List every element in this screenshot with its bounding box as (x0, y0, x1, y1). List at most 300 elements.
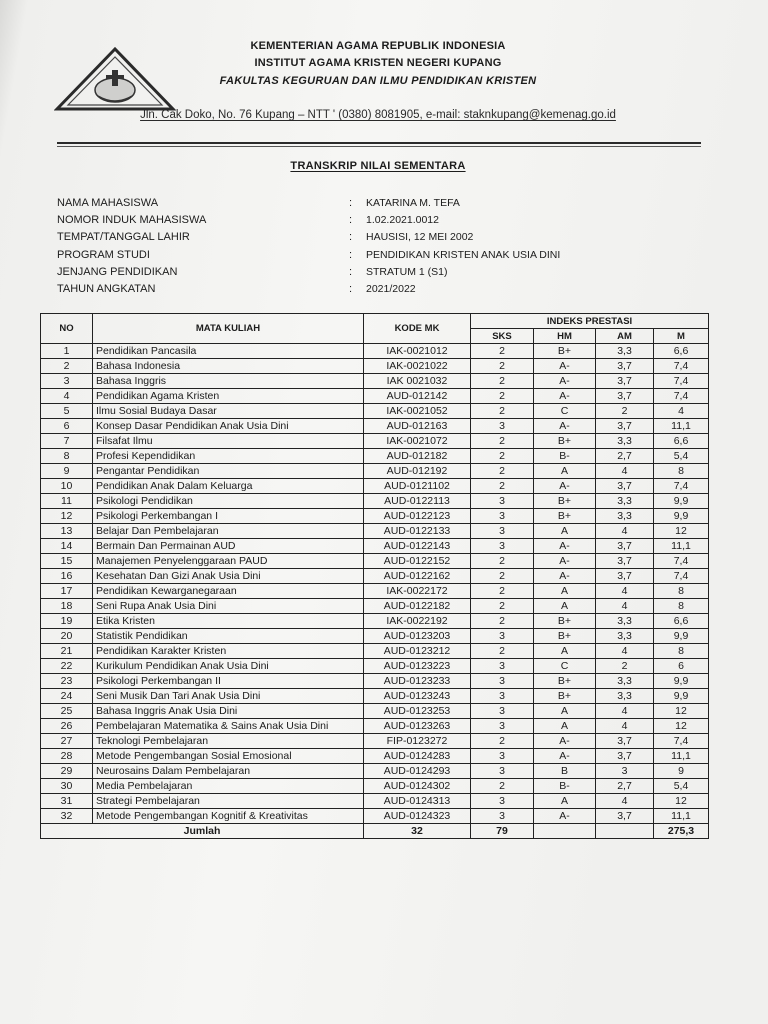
cell-am: 3,3 (596, 494, 654, 509)
cell-code: AUD-012182 (364, 449, 471, 464)
info-label: NAMA MAHASISWA (57, 197, 159, 209)
institution-address: Jln. Cak Doko, No. 76 Kupang – NTT ' (0380) 8081905, e-mail: staknkupang@kemenag.go.id (140, 109, 616, 121)
cell-am: 3,3 (596, 509, 654, 524)
cell-no: 26 (41, 719, 93, 734)
info-label: PROGRAM STUDI (57, 248, 150, 261)
table-row (41, 479, 709, 494)
cell-am: 3,7 (596, 479, 654, 494)
total-hm (534, 824, 596, 839)
table-row (41, 374, 709, 389)
cell-code: IAK-0021072 (364, 434, 471, 449)
cell-hm: A (534, 794, 596, 809)
cell-sks: 3 (471, 809, 534, 824)
cell-m: 12 (654, 794, 709, 809)
cell-no: 14 (41, 539, 93, 554)
cell-course: Seni Rupa Anak Usia Dini (93, 599, 364, 614)
cell-no: 3 (41, 374, 93, 389)
cell-m: 5,4 (654, 779, 709, 794)
cell-course: Statistik Pendidikan (93, 629, 364, 644)
cell-no: 27 (41, 734, 93, 749)
cell-am: 3,7 (596, 809, 654, 824)
table-row (41, 539, 709, 554)
cell-course: Pendidikan Anak Dalam Keluarga (93, 479, 364, 494)
cell-no: 11 (41, 494, 93, 509)
cell-no: 17 (41, 584, 93, 599)
ministry-name: KEMENTERIAN AGAMA REPUBLIK INDONESIA (250, 40, 506, 52)
faculty-name: FAKULTAS KEGURUAN DAN ILMU PENDIDIKAN KRISTEN (219, 75, 537, 87)
header-am: AM (596, 329, 654, 344)
cell-course: Pendidikan Kewarganegaraan (93, 584, 364, 599)
cell-code: IAK-0022192 (364, 614, 471, 629)
cell-m: 7,4 (654, 479, 709, 494)
cell-am: 2,7 (596, 449, 654, 464)
cell-m: 4 (654, 404, 709, 419)
student-name-row (57, 197, 677, 214)
header-achievement-index: INDEKS PRESTASI (471, 314, 709, 329)
cell-hm: A- (534, 809, 596, 824)
cell-m: 6,6 (654, 344, 709, 359)
cell-course: Bahasa Indonesia (93, 359, 364, 374)
cell-course: Pembelajaran Matematika & Sains Anak Usia Dini (93, 719, 364, 734)
cell-m: 9,9 (654, 689, 709, 704)
level-row (57, 266, 677, 283)
cell-am: 3,7 (596, 734, 654, 749)
cell-sks: 2 (471, 479, 534, 494)
total-sks: 79 (471, 824, 534, 839)
cell-sks: 2 (471, 599, 534, 614)
info-separator: : (349, 265, 353, 278)
cell-am: 3,7 (596, 569, 654, 584)
cell-no: 8 (41, 449, 93, 464)
cell-course: Bahasa Inggris (93, 374, 364, 389)
cell-no: 22 (41, 659, 93, 674)
cell-m: 12 (654, 719, 709, 734)
cell-m: 9 (654, 764, 709, 779)
cell-no: 15 (41, 554, 93, 569)
cell-course: Kesehatan Dan Gizi Anak Usia Dini (93, 569, 364, 584)
education-level: STRATUM 1 (S1) (366, 265, 448, 278)
cell-am: 3,7 (596, 419, 654, 434)
cell-sks: 3 (471, 659, 534, 674)
cell-no: 4 (41, 389, 93, 404)
cell-no: 30 (41, 779, 93, 794)
table-row (41, 629, 709, 644)
cell-m: 11,1 (654, 539, 709, 554)
cell-am: 3,3 (596, 614, 654, 629)
cell-sks: 2 (471, 644, 534, 659)
cell-sks: 2 (471, 614, 534, 629)
table-row (41, 344, 709, 359)
cell-course: Pendidikan Karakter Kristen (93, 644, 364, 659)
cell-am: 2 (596, 404, 654, 419)
cell-hm: A- (534, 569, 596, 584)
cell-m: 8 (654, 644, 709, 659)
cell-sks: 2 (471, 374, 534, 389)
cell-course: Profesi Kependidikan (93, 449, 364, 464)
cell-hm: B (534, 764, 596, 779)
cell-code: IAK-0022172 (364, 584, 471, 599)
cell-no: 29 (41, 764, 93, 779)
cell-hm: C (534, 659, 596, 674)
cell-sks: 3 (471, 629, 534, 644)
cell-code: AUD-012142 (364, 389, 471, 404)
cell-no: 13 (41, 524, 93, 539)
cell-code: IAK-0021052 (364, 404, 471, 419)
info-label: NOMOR INDUK MAHASISWA (57, 214, 207, 227)
cell-hm: B+ (534, 434, 596, 449)
cell-no: 23 (41, 674, 93, 689)
cell-code: AUD-012163 (364, 419, 471, 434)
cell-code: AUD-0122182 (364, 599, 471, 614)
cell-course: Teknologi Pembelajaran (93, 734, 364, 749)
cell-code: AUD-0123223 (364, 659, 471, 674)
header-course: MATA KULIAH (93, 314, 364, 344)
cell-no: 21 (41, 644, 93, 659)
cell-hm: A- (534, 554, 596, 569)
cell-no: 7 (41, 434, 93, 449)
cell-course: Pendidikan Agama Kristen (93, 389, 364, 404)
institution-logo (54, 46, 176, 114)
info-label: TEMPAT/TANGGAL LAHIR (57, 231, 190, 244)
table-row (41, 404, 709, 419)
page-title: TRANSKRIP NILAI SEMENTARA (290, 160, 466, 172)
cell-sks: 2 (471, 554, 534, 569)
cell-sks: 3 (471, 509, 534, 524)
cell-am: 3,3 (596, 434, 654, 449)
cell-sks: 2 (471, 389, 534, 404)
cell-sks: 3 (471, 494, 534, 509)
cell-hm: B+ (534, 629, 596, 644)
cell-am: 4 (596, 584, 654, 599)
cell-m: 12 (654, 704, 709, 719)
cell-am: 3,3 (596, 689, 654, 704)
cell-hm: B+ (534, 674, 596, 689)
cell-code: AUD-0123233 (364, 674, 471, 689)
table-row (41, 389, 709, 404)
cell-am: 4 (596, 719, 654, 734)
cell-code: IAK 0021032 (364, 374, 471, 389)
table-row (41, 614, 709, 629)
cell-code: AUD-0122123 (364, 509, 471, 524)
cell-code: AUD-0122113 (364, 494, 471, 509)
cell-course: Manajemen Penyelenggaraan PAUD (93, 554, 364, 569)
table-row (41, 419, 709, 434)
cell-course: Filsafat Ilmu (93, 434, 364, 449)
cell-no: 28 (41, 749, 93, 764)
student-name: KATARINA M. TEFA (366, 197, 460, 209)
cell-am: 3,3 (596, 674, 654, 689)
cell-m: 9,9 (654, 509, 709, 524)
cell-no: 20 (41, 629, 93, 644)
cell-hm: B+ (534, 689, 596, 704)
table-row (41, 434, 709, 449)
cell-code: AUD-0123203 (364, 629, 471, 644)
table-row (41, 449, 709, 464)
cell-code: AUD-0124283 (364, 749, 471, 764)
cell-hm: A- (534, 419, 596, 434)
info-separator: : (349, 248, 353, 261)
cell-sks: 2 (471, 584, 534, 599)
cell-code: IAK-0021022 (364, 359, 471, 374)
cell-sks: 3 (471, 764, 534, 779)
cell-course: Psikologi Perkembangan II (93, 674, 364, 689)
cell-m: 12 (654, 524, 709, 539)
cell-am: 3,7 (596, 749, 654, 764)
header-no: NO (41, 314, 93, 344)
cell-m: 9,9 (654, 674, 709, 689)
cell-m: 7,4 (654, 359, 709, 374)
cell-sks: 2 (471, 344, 534, 359)
cell-no: 24 (41, 689, 93, 704)
header-m: M (654, 329, 709, 344)
header-sks: SKS (471, 329, 534, 344)
cell-no: 32 (41, 809, 93, 824)
cell-m: 7,4 (654, 734, 709, 749)
cell-sks: 3 (471, 719, 534, 734)
cell-am: 4 (596, 599, 654, 614)
cell-no: 2 (41, 359, 93, 374)
cell-course: Psikologi Perkembangan I (93, 509, 364, 524)
cell-hm: A- (534, 359, 596, 374)
cell-hm: A (534, 584, 596, 599)
cell-am: 3,7 (596, 374, 654, 389)
cell-am: 3,3 (596, 344, 654, 359)
header-hm: HM (534, 329, 596, 344)
cell-am: 3,7 (596, 389, 654, 404)
cell-no: 9 (41, 464, 93, 479)
total-am (596, 824, 654, 839)
info-label: JENJANG PENDIDIKAN (57, 265, 178, 278)
table-row (41, 794, 709, 809)
cell-sks: 3 (471, 794, 534, 809)
cell-am: 2 (596, 659, 654, 674)
cell-m: 6 (654, 659, 709, 674)
table-row (41, 674, 709, 689)
cell-m: 8 (654, 599, 709, 614)
table-row (41, 524, 709, 539)
cell-m: 9,9 (654, 494, 709, 509)
cell-hm: B+ (534, 509, 596, 524)
cell-no: 1 (41, 344, 93, 359)
cell-sks: 2 (471, 359, 534, 374)
table-row (41, 734, 709, 749)
cell-hm: B- (534, 449, 596, 464)
cell-am: 3,3 (596, 629, 654, 644)
cell-sks: 2 (471, 449, 534, 464)
table-header-row (41, 314, 709, 329)
cell-hm: B+ (534, 494, 596, 509)
info-label: TAHUN ANGKATAN (57, 282, 156, 295)
cell-code: AUD-0122133 (364, 524, 471, 539)
table-row (41, 494, 709, 509)
table-row (41, 704, 709, 719)
cell-course: Pendidikan Pancasila (93, 344, 364, 359)
cell-am: 3,7 (596, 539, 654, 554)
cell-no: 10 (41, 479, 93, 494)
cell-sks: 2 (471, 404, 534, 419)
cell-m: 8 (654, 584, 709, 599)
cell-m: 5,4 (654, 449, 709, 464)
cell-course: Seni Musik Dan Tari Anak Usia Dini (93, 689, 364, 704)
cell-sks: 2 (471, 434, 534, 449)
cell-hm: A (534, 644, 596, 659)
header-divider (57, 142, 701, 144)
table-row (41, 644, 709, 659)
cell-hm: B+ (534, 344, 596, 359)
cell-code: AUD-0123212 (364, 644, 471, 659)
cell-code: IAK-0021012 (364, 344, 471, 359)
cell-no: 25 (41, 704, 93, 719)
info-separator: : (349, 197, 353, 209)
cell-course: Bahasa Inggris Anak Usia Dini (93, 704, 364, 719)
cell-am: 4 (596, 464, 654, 479)
cell-hm: B- (534, 779, 596, 794)
cell-hm: A- (534, 479, 596, 494)
cell-hm: A- (534, 539, 596, 554)
cell-m: 7,4 (654, 554, 709, 569)
cell-course: Kurikulum Pendidikan Anak Usia Dini (93, 659, 364, 674)
cell-m: 8 (654, 464, 709, 479)
cell-sks: 3 (471, 704, 534, 719)
total-row (41, 824, 709, 839)
cohort-row (57, 283, 677, 300)
cell-code: AUD-0123263 (364, 719, 471, 734)
birth-row (57, 231, 677, 248)
cell-am: 2,7 (596, 779, 654, 794)
grades-table (40, 313, 709, 839)
cell-am: 4 (596, 644, 654, 659)
table-row (41, 779, 709, 794)
cell-course: Neurosains Dalam Pembelajaran (93, 764, 364, 779)
header-code: KODE MK (364, 314, 471, 344)
cell-code: AUD-0124313 (364, 794, 471, 809)
program-row (57, 249, 677, 266)
cohort-year: 2021/2022 (366, 282, 416, 295)
cell-sks: 3 (471, 419, 534, 434)
cell-am: 3,7 (596, 554, 654, 569)
header-divider-thin (57, 146, 701, 147)
table-row (41, 809, 709, 824)
cell-sks: 2 (471, 734, 534, 749)
cell-m: 9,9 (654, 629, 709, 644)
table-row (41, 689, 709, 704)
cell-sks: 2 (471, 569, 534, 584)
cell-sks: 3 (471, 689, 534, 704)
cell-course: Psikologi Pendidikan (93, 494, 364, 509)
table-row (41, 659, 709, 674)
birth-place-date: HAUSISI, 12 MEI 2002 (366, 231, 474, 244)
table-row (41, 569, 709, 584)
cell-hm: A- (534, 749, 596, 764)
cell-m: 7,4 (654, 389, 709, 404)
institute-name: INSTITUT AGAMA KRISTEN NEGERI KUPANG (254, 57, 502, 69)
cell-m: 6,6 (654, 434, 709, 449)
cell-code: AUD-0124302 (364, 779, 471, 794)
cell-no: 18 (41, 599, 93, 614)
table-row (41, 584, 709, 599)
cell-course: Strategi Pembelajaran (93, 794, 364, 809)
cell-sks: 2 (471, 464, 534, 479)
table-row (41, 764, 709, 779)
cell-no: 5 (41, 404, 93, 419)
cell-m: 7,4 (654, 374, 709, 389)
cell-code: FIP-0123272 (364, 734, 471, 749)
cell-sks: 3 (471, 674, 534, 689)
cell-am: 4 (596, 704, 654, 719)
cell-code: AUD-0123253 (364, 704, 471, 719)
info-separator: : (349, 231, 353, 244)
cell-hm: C (534, 404, 596, 419)
cell-hm: A (534, 464, 596, 479)
cell-sks: 2 (471, 779, 534, 794)
table-row (41, 719, 709, 734)
cell-course: Ilmu Sosial Budaya Dasar (93, 404, 364, 419)
table-row (41, 359, 709, 374)
cell-hm: A- (534, 374, 596, 389)
cell-am: 3 (596, 764, 654, 779)
student-info (57, 197, 677, 300)
cell-code: AUD-0122152 (364, 554, 471, 569)
table-row (41, 599, 709, 614)
study-program: PENDIDIKAN KRISTEN ANAK USIA DINI (366, 248, 561, 261)
cell-no: 31 (41, 794, 93, 809)
cell-course: Pengantar Pendidikan (93, 464, 364, 479)
student-id-row (57, 214, 677, 231)
cell-am: 4 (596, 794, 654, 809)
cell-hm: A (534, 599, 596, 614)
cell-m: 7,4 (654, 569, 709, 584)
cell-m: 11,1 (654, 419, 709, 434)
cell-no: 6 (41, 419, 93, 434)
total-courses: 32 (364, 824, 471, 839)
cell-no: 16 (41, 569, 93, 584)
cell-hm: A- (534, 734, 596, 749)
table-row (41, 464, 709, 479)
cell-course: Konsep Dasar Pendidikan Anak Usia Dini (93, 419, 364, 434)
cell-hm: A- (534, 389, 596, 404)
cell-no: 12 (41, 509, 93, 524)
cell-sks: 3 (471, 524, 534, 539)
info-separator: : (349, 282, 353, 295)
total-m: 275,3 (654, 824, 709, 839)
student-id: 1.02.2021.0012 (366, 214, 439, 227)
cell-course: Metode Pengembangan Kognitif & Kreativitas (93, 809, 364, 824)
cell-code: AUD-0124323 (364, 809, 471, 824)
cell-code: AUD-0122143 (364, 539, 471, 554)
cell-hm: A (534, 704, 596, 719)
table-row (41, 749, 709, 764)
cell-m: 6,6 (654, 614, 709, 629)
cell-code: AUD-012192 (364, 464, 471, 479)
cell-hm: A (534, 524, 596, 539)
cell-code: AUD-0124293 (364, 764, 471, 779)
cell-no: 19 (41, 614, 93, 629)
cell-m: 11,1 (654, 749, 709, 764)
info-separator: : (349, 214, 353, 227)
table-row (41, 554, 709, 569)
cell-code: AUD-0121102 (364, 479, 471, 494)
cell-hm: A (534, 719, 596, 734)
cell-course: Etika Kristen (93, 614, 364, 629)
cell-am: 4 (596, 524, 654, 539)
table-row (41, 509, 709, 524)
cell-course: Belajar Dan Pembelajaran (93, 524, 364, 539)
cell-hm: B+ (534, 614, 596, 629)
cell-code: AUD-0123243 (364, 689, 471, 704)
cell-m: 11,1 (654, 809, 709, 824)
cell-course: Metode Pengembangan Sosial Emosional (93, 749, 364, 764)
cell-course: Bermain Dan Permainan AUD (93, 539, 364, 554)
